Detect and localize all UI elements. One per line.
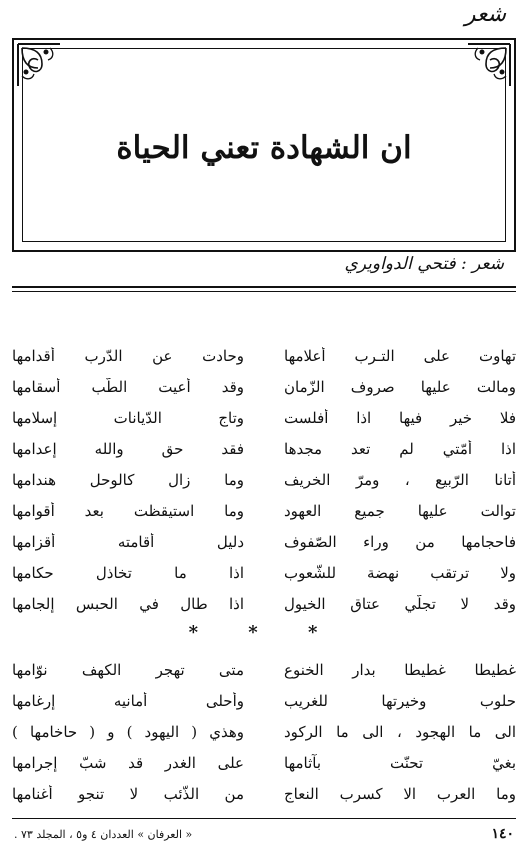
verse-line: [12, 526, 516, 557]
verse-line: [12, 495, 516, 526]
hemistich-right: توالت عليها جميع العهود: [284, 501, 516, 520]
hemistich-right: الى ما الهجود ، الى ما الركود: [284, 722, 516, 741]
verse-line: [12, 433, 516, 464]
verse-line: [12, 340, 516, 371]
title-frame: [12, 38, 516, 252]
hemistich-left: دليل أقامته أقزامها: [12, 532, 244, 551]
header-rule: [12, 286, 516, 288]
hemistich-left: فقد حق والله إعدامها: [12, 439, 244, 458]
hemistich-right: ولا ترتقب نهضة للشّعوب: [284, 563, 516, 582]
poem-author: شعر : فتحي الدواويري: [344, 254, 504, 274]
verse-line: [12, 778, 516, 809]
stanza-1: [12, 340, 516, 619]
hemistich-left: وقد أعيت الطّب أسقامها: [12, 377, 244, 396]
hemistich-right: تهاوت على التـرب أعلامها: [284, 346, 516, 365]
stanza-2: [12, 654, 516, 809]
verse-line: [12, 685, 516, 716]
verse-line: [12, 402, 516, 433]
hemistich-left: على الغدر قد شبّ إجرامها: [12, 753, 244, 772]
verse-line: [12, 371, 516, 402]
hemistich-right: غطيطا غطيطا بدار الخنوع: [284, 660, 516, 679]
hemistich-right: فاحجامها من وراء الصّفوف: [284, 532, 516, 551]
header-rule-thin: [12, 291, 516, 292]
journal-citation: « العرفان » العددان ٤ و٥ ، المجلد ٧٣ .: [14, 828, 193, 841]
hemistich-left: وما استيقظت بعد أقوامها: [12, 501, 244, 520]
hemistich-left: وأحلى أمانيه إرغامها: [12, 691, 244, 710]
hemistich-right: وما العرب الا كسرب النعاج: [284, 784, 516, 803]
corner-ornament-icon: [16, 42, 62, 88]
hemistich-left: وما زال كالوحل هندامها: [12, 470, 244, 489]
verse-line: [12, 557, 516, 588]
verse-line: [12, 588, 516, 619]
stanza-separator: * * *: [188, 622, 340, 643]
hemistich-left: وتاج الدّيانات إسلامها: [12, 408, 244, 427]
footer-rule: [12, 818, 516, 819]
hemistich-right: أتانا الرّبيع ، ومرّ الخريف: [284, 470, 516, 489]
hemistich-left: من الذّئب لا تنجو أغنامها: [12, 784, 244, 803]
hemistich-right: فلا خير فيها اذا أفلست: [284, 408, 516, 427]
hemistich-left: اذا ما تخاذل حكامها: [12, 563, 244, 582]
hemistich-left: وحادت عن الدّرب أقدامها: [12, 346, 244, 365]
hemistich-right: بغيّ تحنّت بآثامها: [284, 753, 516, 772]
hemistich-left: وهذي ( اليهود ) و ( حاخامها ): [12, 722, 244, 741]
hemistich-right: وقد لا تجلّي عتاق الخيول: [284, 594, 516, 613]
poem-title: ان الشهادة تعني الحياة: [116, 130, 412, 166]
verse-line: [12, 464, 516, 495]
page-number: ١٤٠: [491, 826, 514, 842]
verse-line: [12, 716, 516, 747]
section-label: شعر: [464, 2, 506, 27]
hemistich-left: متى تهجر الكهف نوّامها: [12, 660, 244, 679]
hemistich-right: حلوب وخيرتها للغريب: [284, 691, 516, 710]
hemistich-right: اذا أمّتي لم تعد مجدها: [284, 439, 516, 458]
hemistich-right: ومالت عليها صروف الزّمان: [284, 377, 516, 396]
corner-ornament-icon: [466, 42, 512, 88]
hemistich-left: اذا طال في الحبس إلجامها: [12, 594, 244, 613]
verse-line: [12, 747, 516, 778]
verse-line: [12, 654, 516, 685]
